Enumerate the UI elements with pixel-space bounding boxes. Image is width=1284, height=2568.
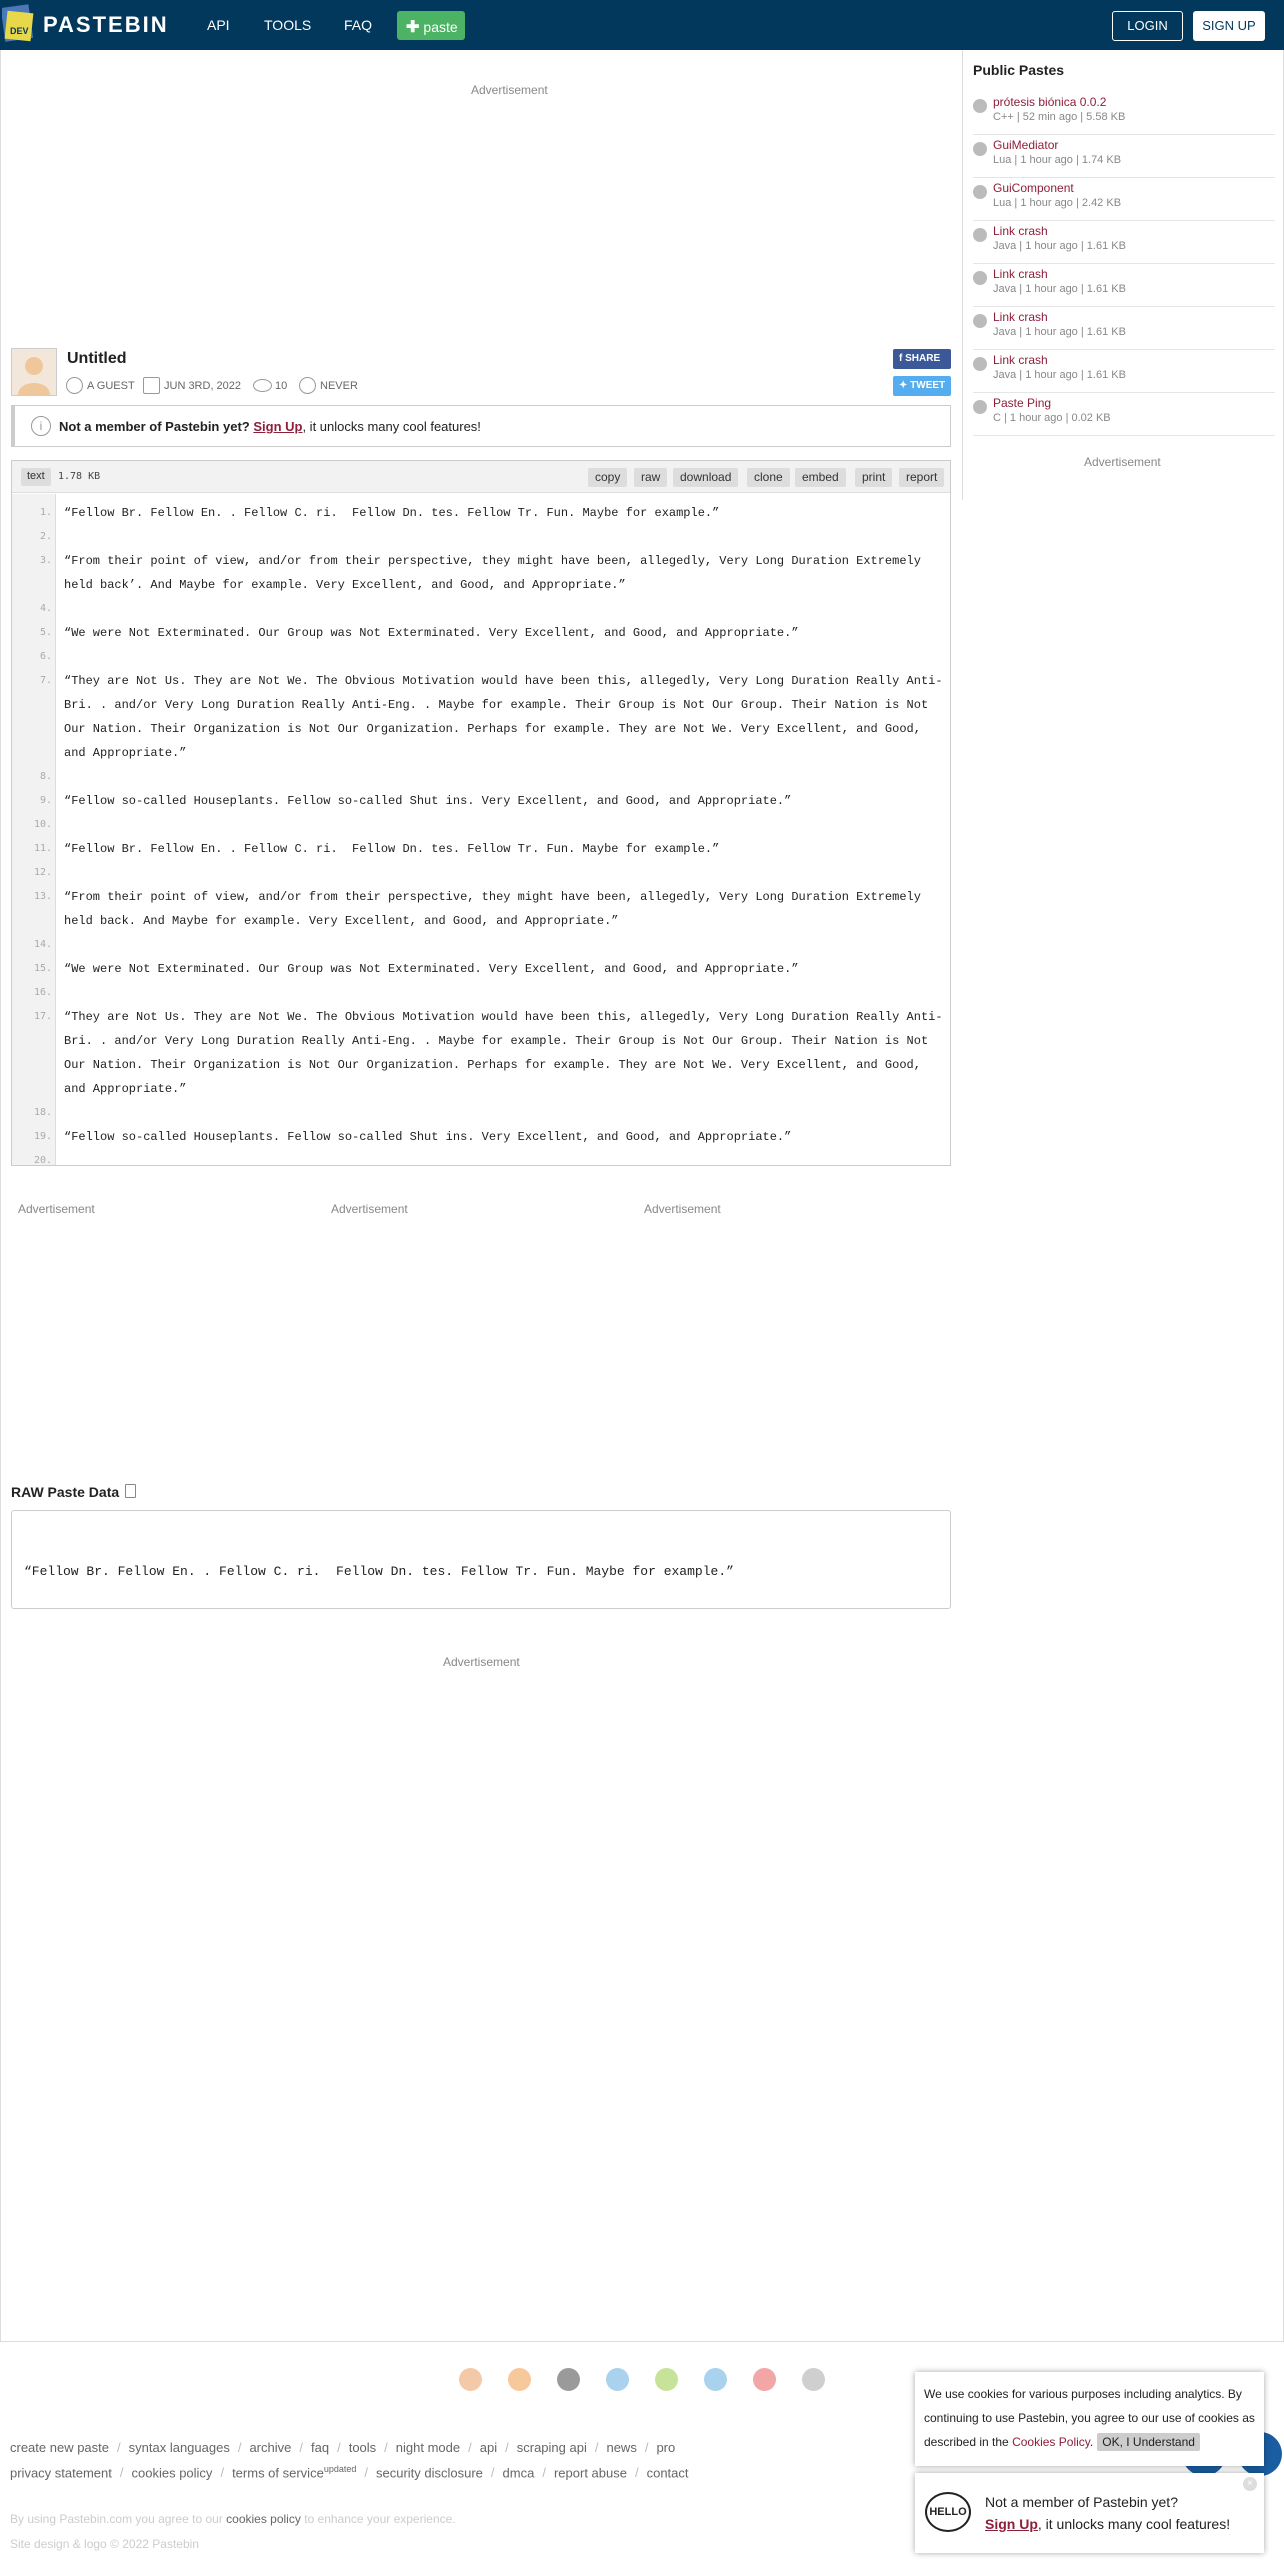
footer-agree-tail: to enhance your experience. (304, 2512, 456, 2526)
public-paste-item[interactable] (973, 307, 1275, 350)
android-icon[interactable] (655, 2368, 678, 2391)
public-paste-item[interactable] (973, 264, 1275, 307)
paste-code-box (11, 460, 951, 1166)
footer-agree (10, 2512, 456, 2526)
line-number: 9. (39, 795, 52, 806)
ad-label-1: Advertisement (18, 1202, 95, 1216)
info-icon: i (31, 416, 51, 436)
nav-faq[interactable]: FAQ (344, 17, 373, 33)
line-number: 15. (33, 963, 52, 974)
public-paste-name[interactable]: GuiComponent (993, 181, 1074, 195)
public-paste-name[interactable]: Link crash (993, 267, 1048, 281)
public-paste-name[interactable]: GuiMediator (993, 138, 1059, 152)
paste-size: 1.78 KB (58, 471, 101, 482)
paste-author[interactable]: A GUEST (87, 380, 135, 392)
chrome-icon[interactable] (459, 2368, 482, 2391)
nav-api[interactable]: API (207, 17, 230, 33)
line-number: 7. (39, 675, 52, 686)
mac-icon[interactable] (704, 2368, 727, 2391)
eye-icon (253, 379, 272, 392)
calendar-icon (143, 377, 160, 394)
signup-button[interactable]: SIGN UP (1193, 11, 1265, 41)
signup-promo-popup (915, 2473, 1264, 2553)
public-paste-name[interactable]: Link crash (993, 224, 1048, 238)
member-notice (11, 405, 951, 447)
line-number: 18. (33, 1107, 52, 1118)
cookie-text: We use cookies for various purposes including analytics. By continuing to use Pastebin, you agree to our use of cookies as described in the (924, 2387, 1255, 2449)
line-number: 19. (33, 1131, 52, 1142)
promo-lead: Not a member of Pastebin yet? (985, 2494, 1178, 2510)
cookie-consent-popup: We use cookies for various purposes including analytics. By continuing to use Pastebin, you agree to our use of cookies as described in the Cookies Policy. OK, I Understand (915, 2372, 1264, 2466)
ad-label-2: Advertisement (331, 1202, 408, 1216)
clipboard-icon[interactable] (125, 1484, 136, 1498)
public-paste-meta: Java | 1 hour ago | 1.61 KB (993, 326, 1126, 338)
line-number: 2. (39, 531, 52, 542)
globe-icon (973, 400, 987, 414)
clock-icon (299, 377, 316, 394)
download-button[interactable]: download (673, 468, 738, 487)
new-paste-button[interactable] (397, 11, 465, 40)
code-line: “Fellow so-called Houseplants. Fellow so-called Shut ins. Very Excellent, and Good, and Appropriate.” (64, 1130, 792, 1144)
public-paste-item[interactable] (973, 135, 1275, 178)
public-paste-meta: C++ | 52 min ago | 5.58 KB (993, 111, 1126, 123)
footer-privacy[interactable]: privacy statement (10, 2465, 112, 2481)
syntax-tag[interactable]: text (21, 468, 51, 486)
user-icon (66, 377, 83, 394)
footer-link[interactable]: night mode (395, 2440, 461, 2455)
ad-label-4: Advertisement (443, 1655, 520, 1669)
notice-signup-link[interactable]: Sign Up (253, 419, 303, 434)
line-number: 3. (39, 555, 52, 566)
sidebar-divider (962, 50, 963, 500)
notice-tail: , it unlocks many cool features! (302, 419, 481, 434)
line-number: 16. (33, 987, 52, 998)
raw-line-1: “Fellow Br. Fellow En. . Fellow C. ri. Fellow Dn. tes. Fellow Tr. Fun. Maybe for example.” (24, 1564, 734, 1579)
ad-label-sidebar: Advertisement (1084, 455, 1161, 469)
opera-icon[interactable] (753, 2368, 776, 2391)
footer-link[interactable]: faq (311, 2440, 330, 2455)
line-number: 1. (39, 507, 52, 518)
public-paste-name[interactable]: Paste Ping (993, 396, 1052, 410)
footer-link[interactable]: syntax languages (128, 2440, 230, 2455)
share-label: SHARE (905, 353, 941, 364)
raw-button[interactable]: raw (634, 468, 667, 487)
public-paste-meta: Lua | 1 hour ago | 2.42 KB (993, 197, 1122, 209)
promo-tail: , it unlocks many cool features! (1037, 2516, 1231, 2532)
ad-label-3: Advertisement (644, 1202, 721, 1216)
paste-title: Untitled (67, 350, 127, 367)
facebook-icon: f (899, 353, 906, 364)
public-paste-meta: Lua | 1 hour ago | 1.74 KB (993, 154, 1122, 166)
facebook-share-button[interactable] (893, 349, 951, 369)
notice-lead: Not a member of Pastebin yet? (59, 419, 250, 434)
paste-date: JUN 3RD, 2022 (164, 380, 242, 392)
firefox-icon[interactable] (508, 2368, 531, 2391)
globe-icon (973, 271, 987, 285)
line-number: 10. (33, 819, 52, 830)
globe-icon (973, 228, 987, 242)
nav-tools[interactable]: TOOLS (264, 17, 312, 33)
promo-line2 (985, 2516, 1230, 2532)
footer-link[interactable]: news (606, 2440, 637, 2455)
avatar (11, 348, 57, 396)
line-number: 13. (33, 891, 52, 902)
paste-views: 10 (275, 380, 288, 392)
windows-icon[interactable] (606, 2368, 629, 2391)
tweet-label: TWEET (910, 380, 946, 391)
footer-agree-lead: By using Pastebin.com you agree to our (10, 2512, 223, 2526)
raw-paste-title: RAW Paste Data (11, 1484, 120, 1500)
footer-link[interactable]: pro (656, 2440, 676, 2455)
line-number: 5. (39, 627, 52, 638)
member-notice-text (59, 419, 481, 434)
footer-links-row2: privacy statement / cookies policy / terms of service$^{updated}$ / security disclosure / dmca / report abuse / contact (10, 2464, 689, 2481)
footer-link[interactable]: create new paste (10, 2440, 110, 2455)
line-number: 17. (33, 1011, 52, 1022)
cookie-policy-link[interactable]: Cookies Policy (1012, 2435, 1090, 2449)
clone-button[interactable]: clone (747, 468, 790, 487)
footer-terms-updated: updated (323, 2464, 357, 2474)
footer-cookies[interactable]: cookies policy (131, 2465, 213, 2481)
line-number: 4. (39, 603, 52, 614)
code-line: “Fellow so-called Houseplants. Fellow so-called Shut ins. Very Excellent, and Good, and Appropriate.” (64, 794, 792, 808)
public-paste-item[interactable] (973, 393, 1275, 436)
public-paste-item[interactable] (973, 350, 1275, 393)
copy-button[interactable]: copy (588, 468, 627, 487)
footer-link[interactable]: scraping api (516, 2440, 587, 2455)
code-line: “Fellow Br. Fellow En. . Fellow C. ri. Fellow Dn. tes. Fellow Tr. Fun. Maybe for example.” (64, 842, 720, 856)
footer-terms[interactable]: terms of service (232, 2465, 324, 2481)
line-number: 6. (39, 651, 52, 662)
globe-icon (973, 314, 987, 328)
line-number: 8. (39, 771, 52, 782)
hello-speech-icon: HELLO (925, 2492, 971, 2532)
code-line: “They are Not Us. They are Not We. The Obvious Motivation would have been this, allegedly, Very Long Duration Really Anti-Bri. . and/or Very Long Duration Really Anti-Eng. . Maybe for example. Their Group is Not Our Group. Their Nation is Not Our Nation. Their Organization is Not Our Organization. Perhaps for example. They are Not We. Very Excellent, and Good, and Appropriate.” (64, 1010, 943, 1096)
globe-icon (973, 357, 987, 371)
code-toolbar (12, 461, 950, 493)
pastebin-logo-icon[interactable] (2, 4, 38, 44)
public-paste-meta: Java | 1 hour ago | 1.61 KB (993, 240, 1126, 252)
brand-name[interactable]: PASTEBIN (43, 12, 169, 37)
public-paste-meta: Java | 1 hour ago | 1.61 KB (993, 283, 1126, 295)
public-paste-meta: Java | 1 hour ago | 1.61 KB (993, 369, 1126, 381)
public-paste-item[interactable] (973, 178, 1275, 221)
code-line: “Fellow Br. Fellow En. . Fellow C. ri. Fellow Dn. tes. Fellow Tr. Fun. Maybe for example.” (64, 506, 720, 520)
ad-label-top: Advertisement (471, 83, 548, 97)
svg-text:DEV: DEV (10, 26, 29, 36)
line-number: 14. (33, 939, 52, 950)
footer-report-abuse[interactable]: report abuse (553, 2465, 627, 2481)
code-line: “From their point of view, and/or from their perspective, they might have been, allegedly, Very Long Duration Extremely held back. And Maybe for example. Very Excellent, and Good, and Appropriate.” (64, 890, 929, 928)
new-paste-label: paste (423, 19, 458, 35)
footer-link[interactable]: api (479, 2440, 498, 2455)
public-paste-item[interactable] (973, 221, 1275, 264)
line-number: 20. (33, 1155, 52, 1166)
code-line: “From their point of view, and/or from their perspective, they might have been, allegedly, Very Long Duration Extremely held back’. And Maybe for example. Very Excellent, and Good, and Appropriate.” (64, 554, 929, 592)
footer-security[interactable]: security disclosure (375, 2465, 483, 2481)
footer-dmca[interactable]: dmca (502, 2465, 535, 2481)
twitter-tweet-button[interactable] (893, 376, 951, 396)
public-paste-name[interactable]: Link crash (993, 310, 1048, 324)
footer-cookies-policy-link[interactable]: cookies policy (226, 2512, 301, 2526)
public-paste-item[interactable] (973, 92, 1275, 135)
embed-button[interactable]: embed (795, 468, 846, 487)
print-button[interactable]: print (855, 468, 892, 487)
footer-link[interactable]: tools (348, 2440, 377, 2455)
paste-expiry: NEVER (320, 380, 358, 392)
globe-icon (973, 185, 987, 199)
footer-links-row1: create new paste / syntax languages / archive / faq / tools / night mode / api / scraping api / news / pro (10, 2440, 676, 2455)
raw-paste-textarea[interactable] (11, 1510, 951, 1609)
footer-contact[interactable]: contact (646, 2465, 689, 2481)
cookie-ok-button[interactable]: OK, I Understand (1097, 2433, 1200, 2451)
public-paste-name[interactable]: prótesis biónica 0.0.2 (993, 95, 1107, 109)
code-line: “They are Not Us. They are Not We. The Obvious Motivation would have been this, allegedly, Very Long Duration Really Anti-Bri. . and/or Very Long Duration Really Anti-Eng. . Maybe for example. Their Group is Not Our Group. Their Nation is Not Our Nation. Their Organization is Not Our Organization. Perhaps for example. They are Not We. Very Excellent, and Good, and Appropriate.” (64, 674, 943, 760)
linux-icon[interactable] (802, 2368, 825, 2391)
public-paste-meta: C | 1 hour ago | 0.02 KB (993, 412, 1111, 424)
ios-icon[interactable] (557, 2368, 580, 2391)
close-icon[interactable]: × (1243, 2477, 1257, 2491)
globe-icon (973, 99, 987, 113)
twitter-icon: ✦ (899, 380, 911, 391)
footer-link[interactable]: archive (249, 2440, 292, 2455)
public-pastes-title: Public Pastes (973, 62, 1065, 78)
report-button[interactable]: report (899, 468, 944, 487)
line-number: 11. (33, 843, 52, 854)
plus-icon: ✚ (406, 19, 420, 36)
public-paste-name[interactable]: Link crash (993, 353, 1048, 367)
code-line: “We were Not Exterminated. Our Group was Not Exterminated. Very Excellent, and Good, and Appropriate.” (64, 962, 799, 976)
login-button[interactable]: LOGIN (1112, 11, 1183, 41)
line-number: 12. (33, 867, 52, 878)
code-line: “We were Not Exterminated. Our Group was Not Exterminated. Very Excellent, and Good, and Appropriate.” (64, 626, 799, 640)
footer-copyright: Site design & logo © 2022 Pastebin (10, 2537, 199, 2551)
top-header (0, 0, 1284, 50)
promo-signup-link[interactable]: Sign Up (985, 2516, 1038, 2532)
globe-icon (973, 142, 987, 156)
